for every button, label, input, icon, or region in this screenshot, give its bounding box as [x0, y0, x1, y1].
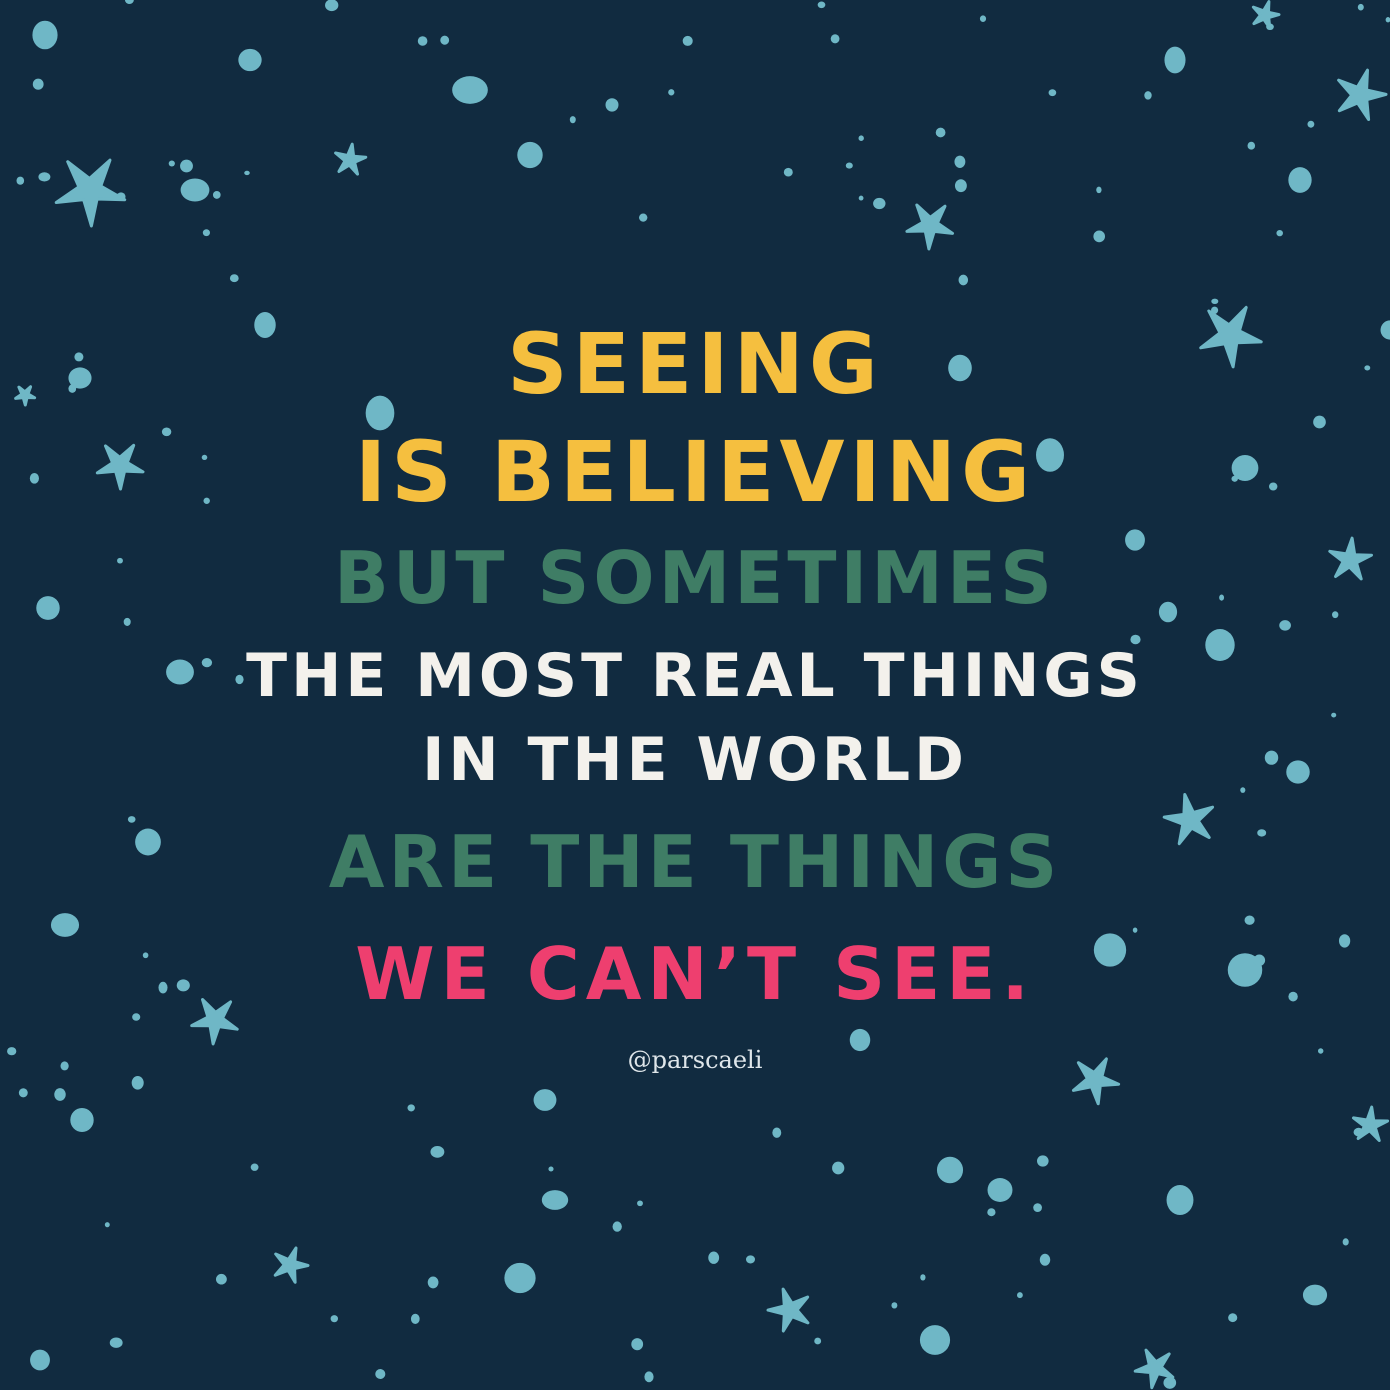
star-icon	[275, 1248, 308, 1282]
dot-icon	[937, 1157, 963, 1183]
dot-icon	[70, 1108, 93, 1132]
dot-icon	[708, 1251, 719, 1263]
dot-icon	[244, 171, 250, 175]
dot-icon	[1228, 1313, 1237, 1322]
dot-icon	[407, 1104, 414, 1111]
dot-icon	[859, 196, 864, 201]
dot-icon	[637, 1200, 643, 1206]
dot-icon	[125, 0, 134, 4]
dot-icon	[1167, 1185, 1194, 1215]
dot-icon	[814, 1338, 821, 1345]
dot-icon	[1211, 299, 1218, 304]
dot-icon	[203, 229, 210, 236]
dot-icon	[818, 2, 826, 9]
dot-icon	[440, 36, 449, 45]
dot-icon	[746, 1255, 755, 1263]
dot-icon	[570, 116, 576, 123]
star-icon	[768, 1289, 808, 1331]
dot-icon	[1307, 121, 1314, 128]
dot-icon	[504, 1263, 535, 1293]
dot-icon	[116, 192, 125, 201]
dot-icon	[832, 1162, 844, 1175]
dot-icon	[428, 1276, 439, 1288]
dot-icon	[251, 1163, 259, 1170]
star-icon	[1339, 70, 1386, 119]
dot-icon	[430, 1146, 444, 1158]
dot-icon	[216, 1274, 227, 1285]
star-icon	[1253, 2, 1279, 29]
dot-icon	[1017, 1292, 1023, 1298]
dot-icon	[613, 1221, 622, 1231]
dot-icon	[988, 1178, 1013, 1202]
dot-icon	[534, 1089, 557, 1111]
dot-icon	[772, 1128, 781, 1138]
dot-icon	[180, 160, 193, 173]
quote-line-6: ARE THE THINGS	[328, 820, 1062, 904]
dot-icon	[920, 1325, 950, 1355]
dot-icon	[891, 1302, 897, 1308]
dot-icon	[987, 1208, 995, 1216]
dot-icon	[955, 179, 967, 192]
quote-line-5: IN THE WORLD	[422, 725, 968, 795]
dot-icon	[181, 179, 210, 202]
quote-line-1: SEEING	[507, 315, 883, 413]
star-icon	[336, 144, 366, 174]
dot-icon	[1248, 142, 1256, 150]
dot-icon	[325, 0, 338, 11]
quote-line-7: WE CAN’T SEE.	[355, 932, 1035, 1016]
dot-icon	[375, 1369, 385, 1379]
dot-icon	[16, 177, 24, 185]
dot-icon	[105, 1222, 110, 1227]
dot-icon	[683, 36, 693, 46]
dot-icon	[110, 1337, 123, 1347]
dot-icon	[831, 34, 840, 43]
dot-icon	[1386, 17, 1390, 22]
dot-icon	[213, 191, 221, 199]
star-icon	[56, 160, 125, 226]
dot-icon	[631, 1338, 643, 1350]
dot-icon	[644, 1371, 653, 1382]
dot-icon	[1096, 187, 1101, 194]
dot-icon	[30, 1350, 50, 1371]
dot-icon	[1358, 4, 1364, 11]
dot-icon	[954, 156, 965, 168]
dot-icon	[542, 1190, 568, 1210]
dot-icon	[1037, 1155, 1049, 1166]
dot-icon	[873, 198, 885, 209]
dot-icon	[32, 21, 57, 50]
author-credit: @parscaeli	[627, 1046, 763, 1074]
dot-icon	[1049, 89, 1057, 96]
dot-icon	[927, 1330, 938, 1340]
dot-icon	[1164, 47, 1185, 74]
dot-icon	[238, 49, 261, 71]
dot-icon	[411, 1314, 420, 1324]
dot-icon	[331, 1315, 338, 1322]
dot-icon	[980, 15, 986, 22]
quote-line-3: BUT SOMETIMES	[333, 536, 1056, 620]
dot-icon	[1354, 1128, 1364, 1137]
dot-icon	[1276, 230, 1283, 236]
dot-icon	[169, 161, 175, 167]
dot-icon	[1033, 1203, 1042, 1212]
quote-text	[0, 315, 1390, 1018]
dot-icon	[33, 79, 44, 90]
dot-icon	[846, 163, 853, 169]
dot-icon	[418, 36, 428, 45]
dot-icon	[1343, 1238, 1349, 1245]
dot-icon	[920, 1274, 925, 1280]
dot-icon	[548, 1167, 553, 1172]
dot-icon	[452, 76, 488, 104]
dot-icon	[936, 128, 946, 138]
dot-icon	[1288, 167, 1311, 193]
quote-line-2: IS BELIEVING	[354, 423, 1036, 521]
dot-icon	[784, 168, 793, 177]
dot-icon	[1303, 1285, 1327, 1306]
dot-icon	[1211, 307, 1218, 314]
dot-icon	[517, 142, 542, 168]
dot-icon	[668, 89, 674, 95]
dot-icon	[1266, 24, 1274, 30]
dot-icon	[38, 172, 50, 181]
dot-icon	[1163, 1377, 1176, 1389]
quote-line-4: THE MOST REAL THINGS	[246, 641, 1144, 711]
dot-icon	[859, 135, 864, 141]
dot-icon	[959, 275, 969, 286]
dot-icon	[230, 274, 239, 282]
dot-icon	[1144, 91, 1151, 100]
dot-icon	[606, 98, 619, 111]
dot-icon	[54, 1088, 65, 1101]
dot-icon	[1040, 1254, 1050, 1266]
dot-icon	[132, 1076, 144, 1090]
star-icon	[907, 205, 953, 249]
dot-icon	[639, 214, 647, 222]
dot-icon	[19, 1088, 28, 1097]
dot-icon	[1093, 231, 1105, 243]
